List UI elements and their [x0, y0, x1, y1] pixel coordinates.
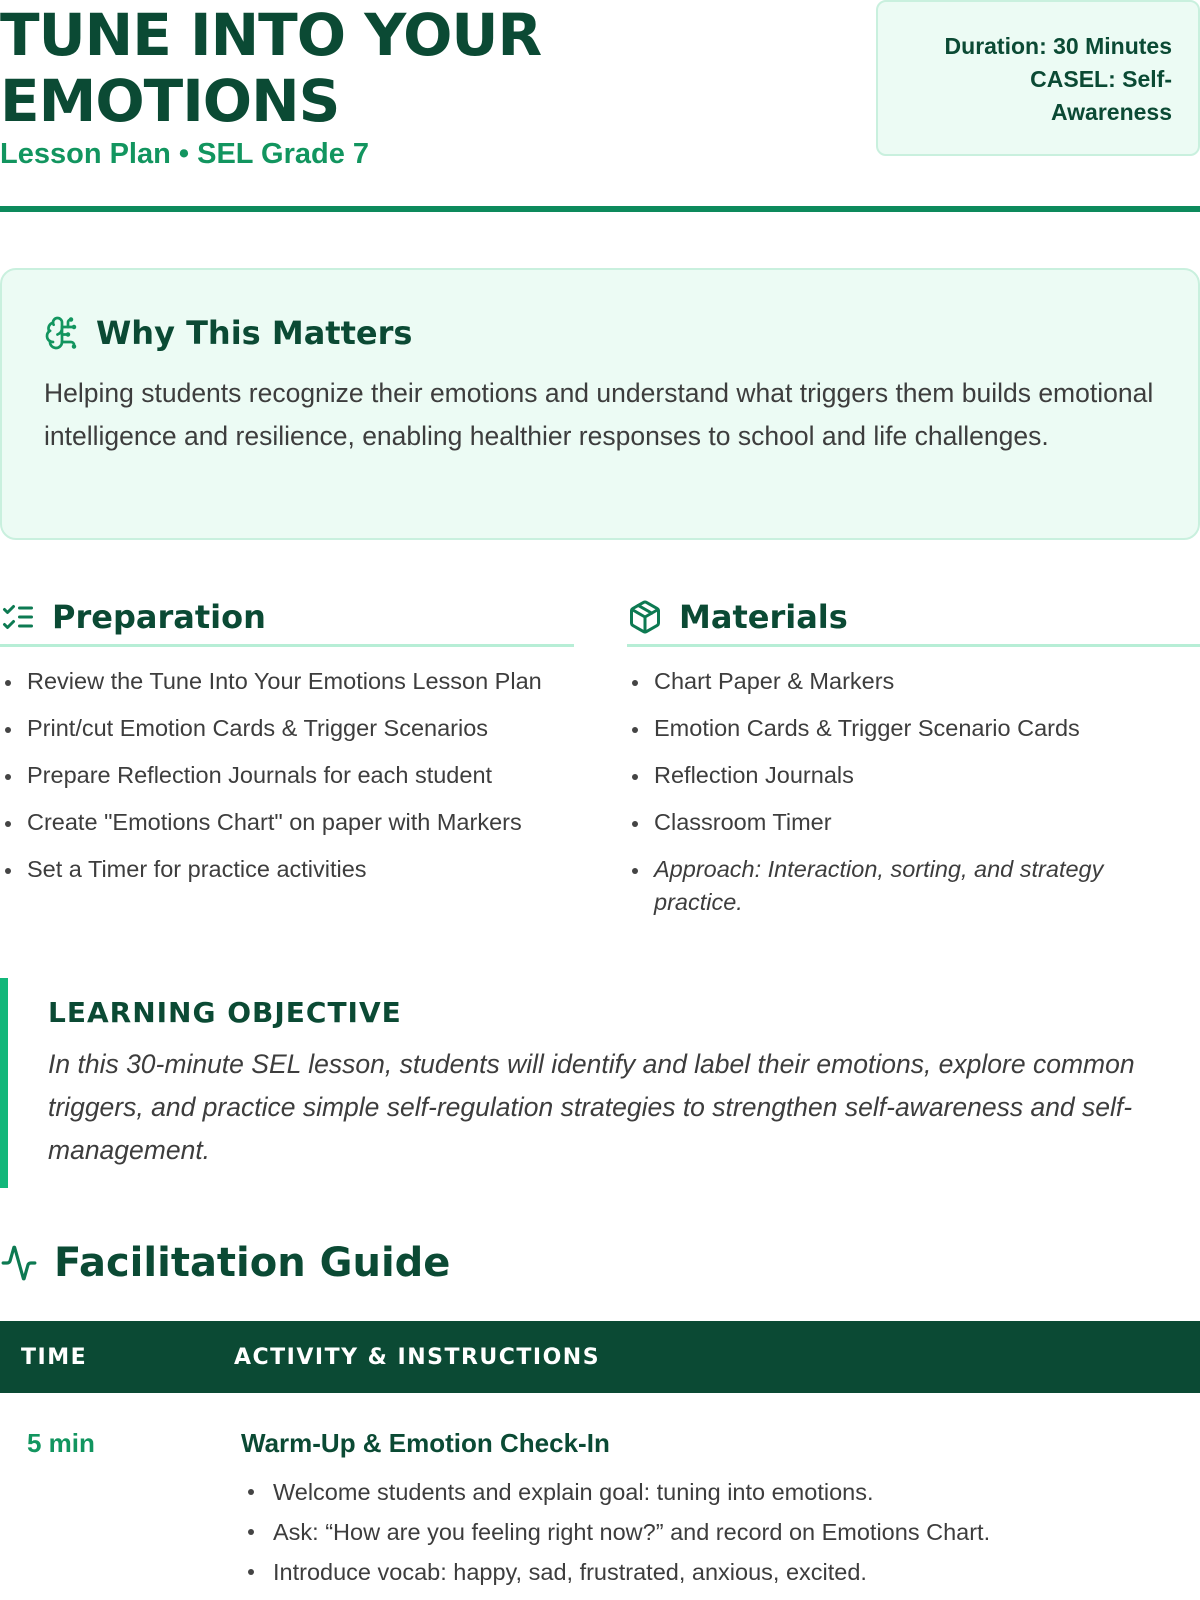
list-item: Reflection Journals — [627, 759, 1200, 792]
row-time: 5 min — [27, 1428, 95, 1458]
list-item: Review the Tune Into Your Emotions Lesson Plan — [0, 665, 574, 698]
column-header-time: TIME — [21, 1345, 88, 1370]
column-header-activity: ACTIVITY & INSTRUCTIONS — [234, 1345, 601, 1370]
list-item: Classroom Timer — [627, 806, 1200, 839]
preparation-heading: Preparation — [52, 598, 266, 636]
approach-note: Approach: Interaction, sorting, and strategy practice. — [627, 853, 1154, 919]
row-activity-title: Warm-Up & Emotion Check-In — [241, 1428, 610, 1458]
why-heading: Why This Matters — [96, 314, 413, 352]
casel-label: CASEL: Self-Awareness — [1030, 66, 1172, 125]
list-item: Prepare Reflection Journals for each student — [0, 759, 574, 792]
objective-heading: LEARNING OBJECTIVE — [48, 996, 402, 1029]
lesson-meta-box — [876, 0, 1200, 156]
list-item: Print/cut Emotion Cards & Trigger Scenarios — [0, 712, 574, 745]
materials-list — [627, 665, 1200, 919]
list-item: Ask: “How are you feeling right now?” and record on Emotions Chart. — [241, 1512, 990, 1552]
duration-label: Duration: 30 Minutes — [944, 33, 1172, 59]
facilitation-heading-row — [0, 1240, 450, 1286]
preparation-list — [0, 665, 574, 886]
preparation-section — [0, 590, 574, 900]
list-item: Chart Paper & Markers — [627, 665, 1200, 698]
list-item: Emotion Cards & Trigger Scenario Cards — [627, 712, 1200, 745]
brain-icon — [44, 315, 80, 351]
lesson-title: TUNE INTO YOUR EMOTIONS — [0, 1, 542, 135]
materials-heading: Materials — [679, 598, 848, 636]
facilitation-heading: Facilitation Guide — [54, 1240, 451, 1286]
list-item: Welcome students and explain goal: tuning into emotions. — [241, 1472, 990, 1512]
checklist-icon — [0, 599, 36, 635]
materials-heading-row — [627, 590, 1200, 647]
box-icon — [627, 599, 663, 635]
objective-body: In this 30-minute SEL lesson, students will identify and label their emotions, explore common triggers, and practice simple self-regulation strategies to strengthen self-awareness and self-management. — [48, 1049, 1135, 1165]
materials-section — [627, 590, 1200, 933]
learning-objective — [0, 978, 1200, 1188]
list-item: Set a Timer for practice activities — [0, 853, 574, 886]
row-steps-list — [241, 1472, 990, 1592]
list-item: Introduce vocab: happy, sad, frustrated, anxious, excited. — [241, 1552, 990, 1592]
why-this-matters-card — [0, 268, 1200, 540]
why-body-text: Helping students recognize their emotions and understand what triggers them builds emotional intelligence and resilience, enabling healthier responses to school and life challenges. — [44, 378, 1154, 451]
preparation-heading-row — [0, 590, 574, 647]
facilitation-table-header — [0, 1321, 1200, 1393]
lesson-subtitle: Lesson Plan • SEL Grade 7 — [0, 138, 370, 170]
why-heading-row — [44, 314, 412, 352]
list-item: Create "Emotions Chart" on paper with Markers — [0, 806, 574, 839]
activity-pulse-icon — [0, 1244, 38, 1282]
